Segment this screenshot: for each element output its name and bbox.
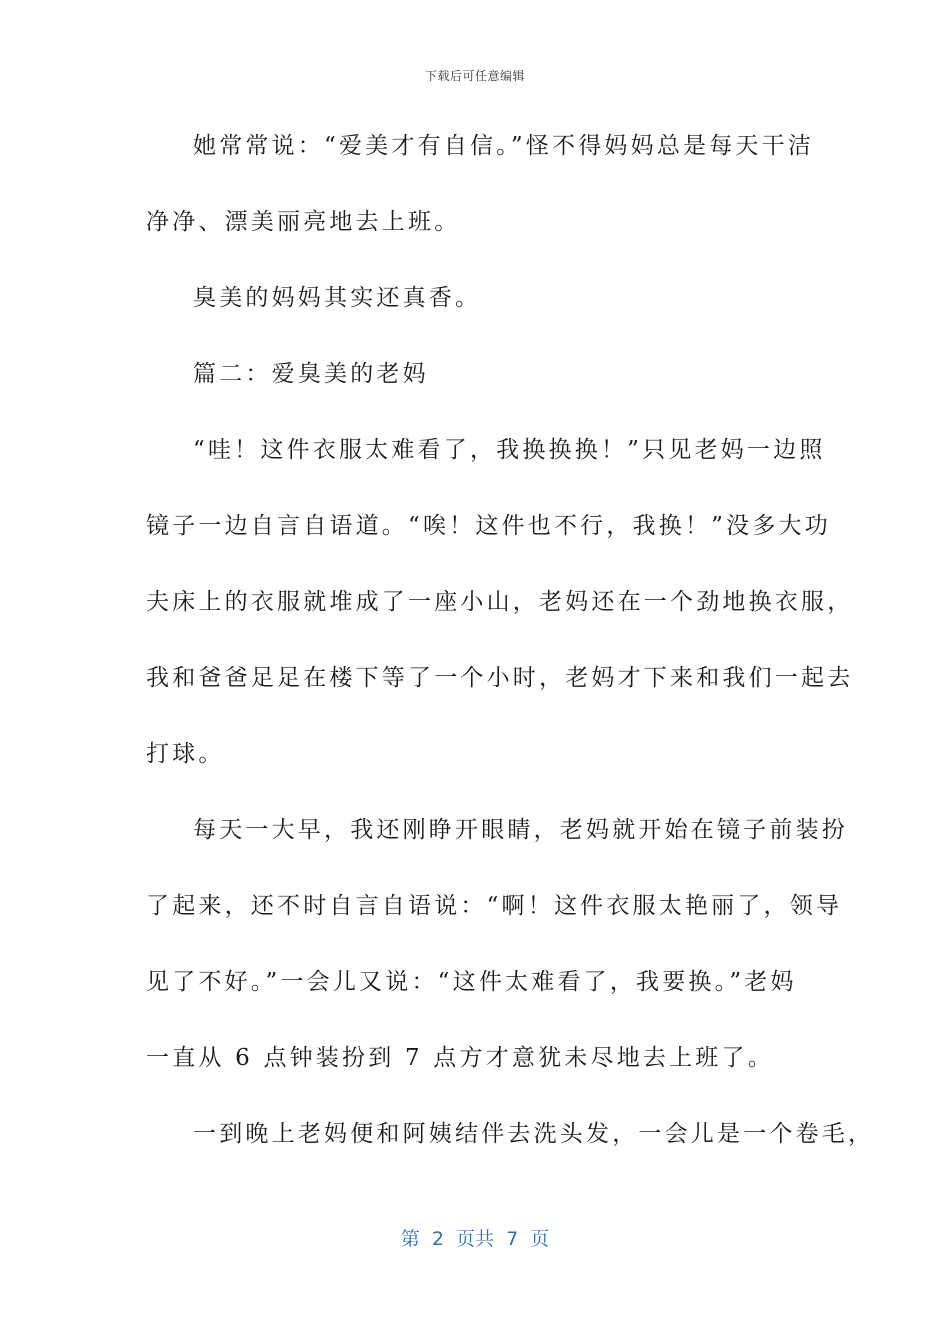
paragraph-line: 每天一大早，我还刚睁开眼睛，老妈就开始在镜子前装扮	[193, 817, 848, 843]
paragraph-line: 镜子一边自言自语道。“唉！这件也不行，我换！”没多大功	[146, 513, 831, 539]
paragraph-line: 净净、漂美丽亮地去上班。	[146, 209, 461, 235]
section-heading: 篇二：爱臭美的老妈	[193, 361, 429, 387]
paragraph-line: 臭美的妈妈其实还真香。	[193, 285, 482, 311]
paragraph-line: 了起来，还不时自言自语说：“啊！这件衣服太艳丽了，领导	[146, 893, 843, 919]
paragraph-line: 见了不好。”一会儿又说：“这件太难看了，我要换。”老妈	[146, 969, 797, 995]
paragraph-line: 一直从 6 点钟装扮到 7 点方才意犹未尽地去上班了。	[146, 1045, 774, 1071]
paragraph-line: 夫床上的衣服就堆成了一座小山，老妈还在一个劲地换衣服，	[146, 589, 854, 615]
paragraph-line: 打球。	[146, 741, 225, 767]
paragraph-line: 一到晚上老妈便和阿姨结伴去洗头发，一会儿是一个卷毛，	[193, 1121, 875, 1147]
page-header-note: 下载后可任意编辑	[424, 69, 525, 83]
paragraph-line: 我和爸爸足足在楼下等了一个小时，老妈才下来和我们一起去	[146, 665, 854, 691]
page-number-footer: 第 2 页共 7 页	[400, 1228, 550, 1250]
paragraph-line: 她常常说：“爱美才有自信。”怪不得妈妈总是每天干洁	[193, 133, 815, 159]
paragraph-line: “哇！这件衣服太难看了，我换换换！”只见老妈一边照	[193, 437, 826, 463]
document-body	[146, 120, 875, 1184]
